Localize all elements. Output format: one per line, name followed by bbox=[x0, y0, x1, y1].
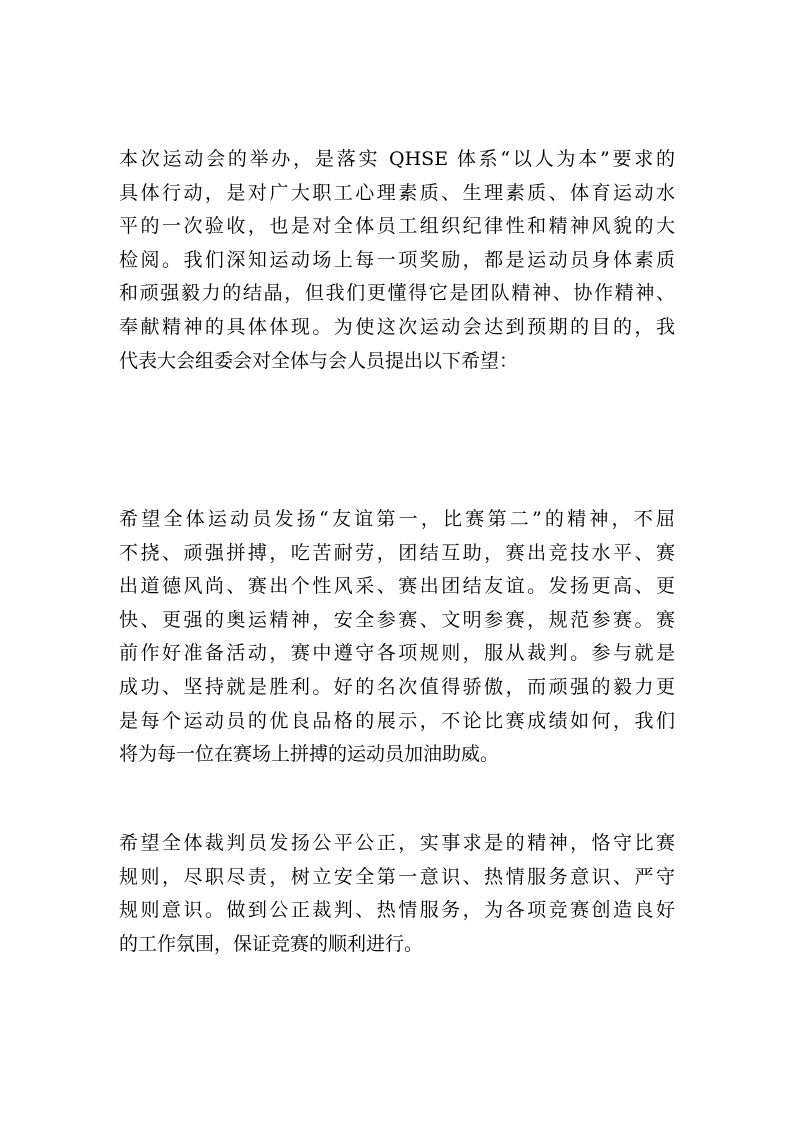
paragraph-athletes bbox=[119, 503, 675, 772]
text-line: 希望全体运动员发扬“友谊第一，比赛第二”的精神，不屈 bbox=[119, 508, 675, 530]
text-line: 不挠、顽强拼搏，吃苦耐劳，团结互助，赛出竞技水平、赛 bbox=[119, 541, 675, 564]
text-line: 检阅。我们深知运动场上每一项奖励，都是运动员身体素质 bbox=[119, 248, 675, 271]
text-line: 本次运动会的举办，是落实 QHSE 体系“以人为本”要求的 bbox=[119, 148, 675, 170]
text-line: 和顽强毅力的结晶，但我们更懂得它是团队精神、协作精神、 bbox=[119, 282, 675, 305]
text-line: 规则，尽职尽责，树立安全第一意识、热情服务意识、严守 bbox=[119, 865, 675, 888]
text-line: 将为每一位在赛场上拼搏的运动员加油助威。 bbox=[119, 743, 500, 766]
text-line: 奉献精神的具体体现。为使这次运动会达到预期的目的，我 bbox=[119, 315, 675, 338]
text-line: 规则意识。做到公正裁判、热情服务，为各项竞赛创造良好 bbox=[119, 899, 675, 922]
text-line: 平的一次验收，也是对全体员工组织纪律性和精神风貌的大 bbox=[119, 215, 675, 238]
text-line: 代表大会组委会对全体与会人员提出以下希望： bbox=[119, 349, 519, 372]
text-line: 希望全体裁判员发扬公平公正，实事求是的精神，恪守比赛 bbox=[119, 832, 675, 854]
text-line: 的工作氛围，保证竞赛的顺利进行。 bbox=[119, 932, 424, 955]
text-line: 成功、坚持就是胜利。好的名次值得骄傲，而顽强的毅力更 bbox=[119, 675, 675, 698]
paragraph-referees bbox=[119, 827, 675, 961]
text-line: 出道德风尚、赛出个性风采、赛出团结友谊。发扬更高、更 bbox=[119, 575, 675, 598]
text-line: 具体行动，是对广大职工心理素质、生理素质、体育运动水 bbox=[119, 181, 675, 204]
text-line: 前作好准备活动，赛中遵守各项规则，服从裁判。参与就是 bbox=[119, 642, 675, 665]
paragraph-opening bbox=[119, 143, 675, 378]
text-line: 快、更强的奥运精神，安全参赛、文明参赛，规范参赛。赛 bbox=[119, 608, 675, 631]
text-line: 是每个运动员的优良品格的展示，不论比赛成绩如何，我们 bbox=[119, 709, 675, 732]
